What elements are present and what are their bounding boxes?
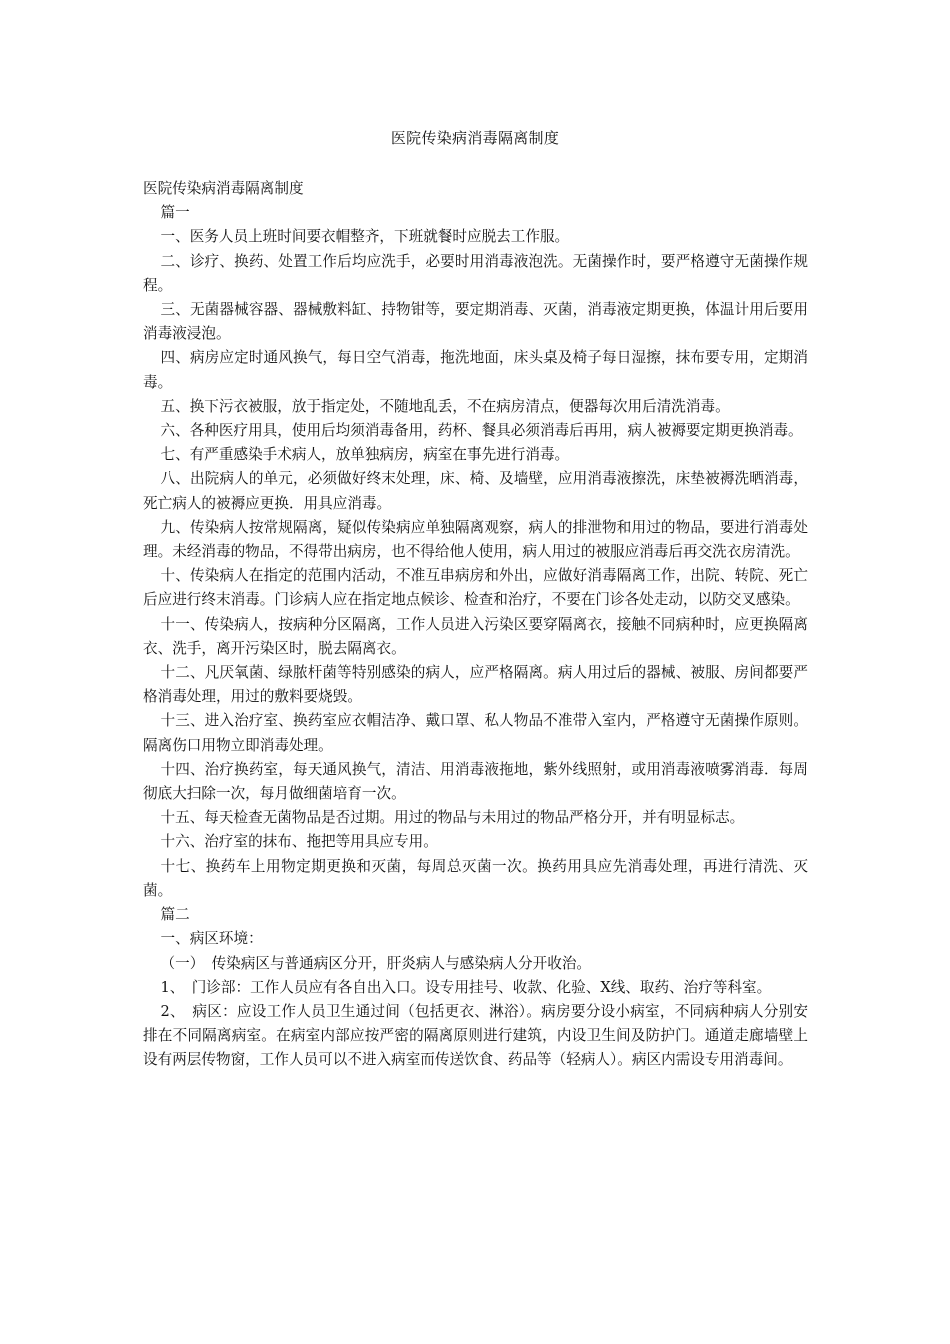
paragraph: 十六、治疗室的抹布、拖把等用具应专用。	[160, 833, 438, 851]
paragraph: 四、病房应定时通风换气，每日空气消毒，拖洗地面，床头桌及椅子每日湿擦，抹布要专用，定期消毒。	[143, 349, 808, 391]
paragraph: 十七、换药车上用物定期更换和灭菌，每周总灭菌一次。换药用具应先消毒处理，再进行清洗、灭菌。	[143, 857, 808, 899]
document-title: 医院传染病消毒隔离制度	[390, 129, 560, 147]
document-body	[143, 177, 808, 1073]
paragraph: 七、有严重感染手术病人，放单独病房，病室在事先进行消毒。	[160, 446, 570, 464]
paragraph: 一、病区环境：	[160, 930, 263, 948]
paragraph: 十二、凡厌氧菌、绿脓杆菌等特别感染的病人，应严格隔离。病人用过后的器械、被服、房间都要严格消毒处理，用过的敷料要烧毁。	[143, 664, 808, 706]
paragraph: 篇二	[160, 906, 190, 924]
paragraph: 篇一	[160, 204, 190, 222]
paragraph: 八、出院病人的单元，必须做好终末处理，床、椅、及墙壁，应用消毒液擦洗，床垫被褥洗晒消毒，死亡病人的被褥应更换．用具应消毒。	[143, 470, 808, 512]
paragraph: 六、各种医疗用具，使用后均须消毒备用，药杯、餐具必须消毒后再用，病人被褥要定期更换消毒。	[160, 422, 803, 440]
paragraph: 2、 病区：应设工作人员卫生通过间（包括更衣、淋浴）。病房要分设小病室，不同病种病人分别安排在不同隔离病室。在病室内部应按严密的隔离原则进行建筑，内设卫生间及防护门。通道走廊墙壁上设有两层传物窗，工作人员可以不进入病室而传送饮食、药品等（轻病人）。病区内需设专用消毒间。	[143, 1002, 808, 1069]
paragraph: 五、换下污衣被服，放于指定处，不随地乱丢，不在病房清点，便器每次用后清洗消毒。	[160, 397, 730, 415]
paragraph: 三、无菌器械容器、器械敷料缸、持物钳等，要定期消毒、灭菌，消毒液定期更换，体温计用后要用消毒液浸泡。	[143, 301, 808, 343]
paragraph: 十五、每天检查无菌物品是否过期。用过的物品与未用过的物品严格分开，并有明显标志。	[160, 809, 745, 827]
paragraph: 十一、传染病人，按病种分区隔离，工作人员进入污染区要穿隔离衣，接触不同病种时，应更换隔离衣、洗手，离开污染区时，脱去隔离衣。	[143, 615, 808, 657]
paragraph: 九、传染病人按常规隔离，疑似传染病应单独隔离观察，病人的排泄物和用过的物品，要进行消毒处理。未经消毒的物品，不得带出病房，也不得给他人使用，病人用过的被服应消毒后再交洗衣房清洗。	[143, 518, 808, 561]
paragraph: 十三、进入治疗室、换药室应衣帽洁净、戴口罩、私人物品不准带入室内，严格遵守无菌操作原则。隔离伤口用物立即消毒处理。	[143, 712, 808, 754]
paragraph: 十、传染病人在指定的范围内活动，不准互串病房和外出，应做好消毒隔离工作，出院、转院、死亡后应进行终末消毒。门诊病人应在指定地点候诊、检查和治疗，不要在门诊各处走动，以防交叉感染。	[143, 567, 808, 609]
paragraph: 1、 门诊部：工作人员应有各自出入口。设专用挂号、收款、化验、X线、取药、治疗等科室。	[160, 978, 772, 996]
paragraph: 二、诊疗、换药、处置工作后均应洗手，必要时用消毒液泡洗。无菌操作时，要严格遵守无菌操作规程。	[143, 252, 808, 294]
paragraph: （一） 传染病区与普通病区分开，肝炎病人与感染病人分开收治。	[160, 954, 592, 972]
paragraph: 十四、治疗换药室，每天通风换气，清洁、用消毒液拖地，紫外线照射，或用消毒液喷雾消毒．每周彻底大扫除一次，每月做细菌培育一次。	[143, 760, 808, 803]
paragraph: 医院传染病消毒隔离制度	[143, 180, 304, 197]
paragraph: 一、医务人员上班时间要衣帽整齐，下班就餐时应脱去工作服。	[160, 228, 570, 246]
